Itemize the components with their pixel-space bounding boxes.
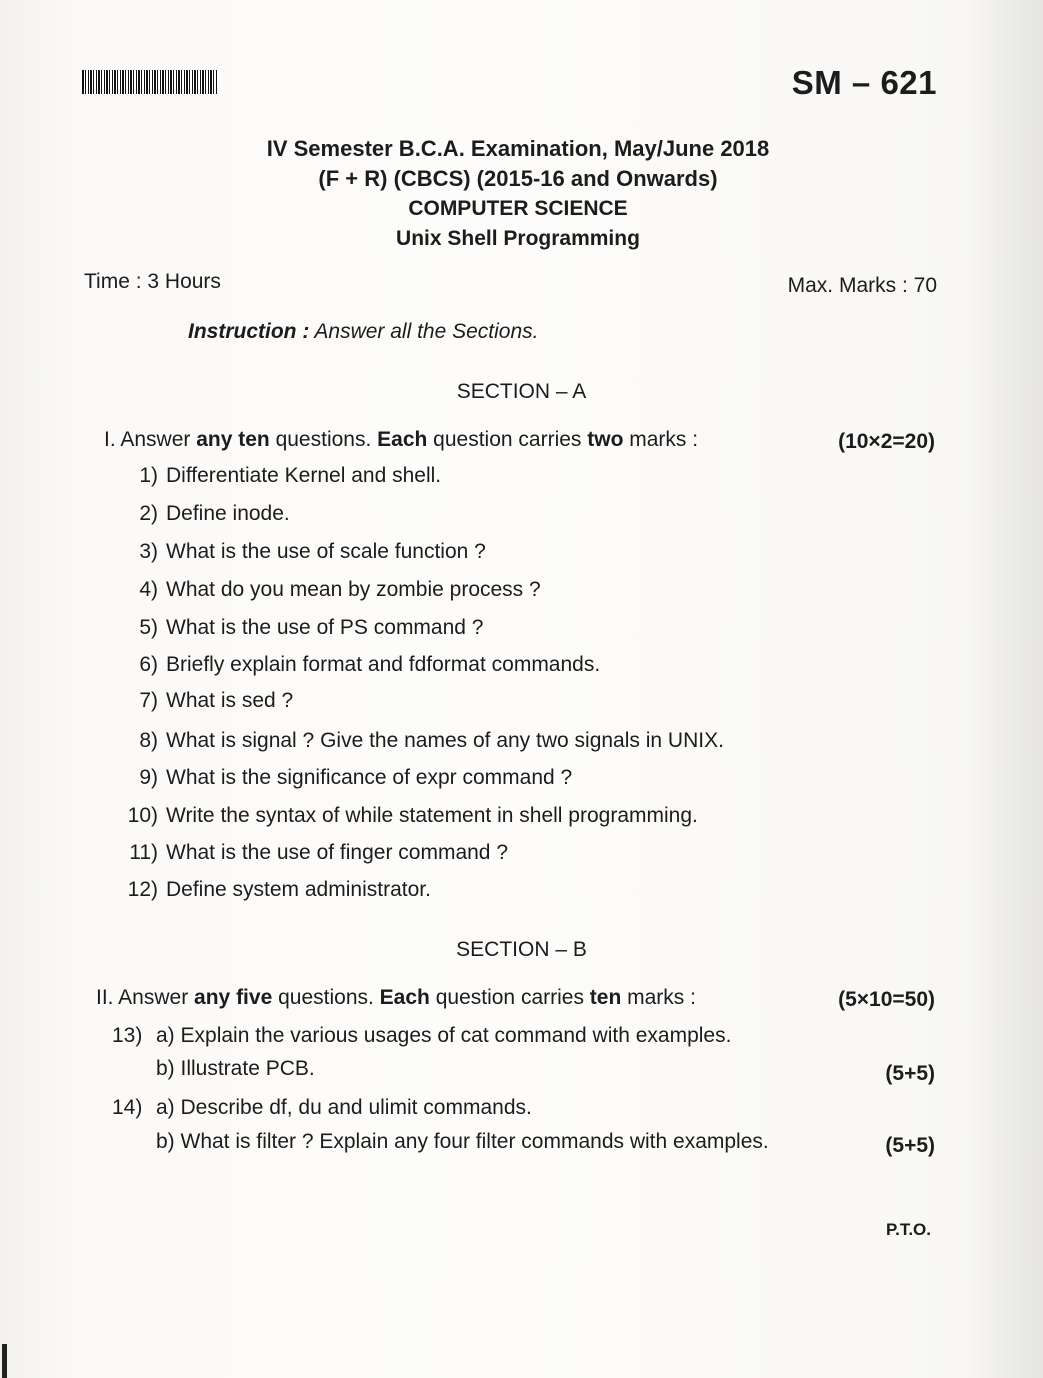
paper-code: SM – 621 xyxy=(791,64,937,101)
question-number: 1) xyxy=(139,464,158,487)
question-number: 3) xyxy=(139,540,158,563)
exam-subject: COMPUTER SCIENCE xyxy=(408,197,628,220)
section-b-score: (5×10=50) xyxy=(838,988,935,1011)
question-text: Define inode. xyxy=(166,502,290,525)
question-14-number: 14) xyxy=(112,1096,143,1119)
question-number: 8) xyxy=(139,729,158,752)
paper-shadow-edge xyxy=(973,0,1043,1378)
question-number: 10) xyxy=(127,804,158,827)
question-text: What is the use of PS command ? xyxy=(166,616,484,639)
exam-scheme: (F + R) (CBCS) (2015-16 and Onwards) xyxy=(318,166,718,191)
question-item xyxy=(110,540,486,564)
question-14a: a) Describe df, du and ulimit commands. xyxy=(156,1096,532,1119)
section-b-instruction xyxy=(96,986,696,1010)
intro-emphasis: Each xyxy=(377,428,428,451)
instruction-label: Instruction : xyxy=(188,320,310,343)
intro-emphasis: ten xyxy=(589,986,622,1009)
time-allowed: Time : 3 Hours xyxy=(84,270,221,293)
question-number: 4) xyxy=(139,578,158,601)
question-number: 5) xyxy=(139,616,158,639)
question-13a: a) Explain the various usages of cat command with examples. xyxy=(156,1024,732,1047)
exam-paper-name: Unix Shell Programming xyxy=(396,227,640,250)
question-text: Briefly explain format and fdformat commands. xyxy=(166,653,601,676)
question-text: What is signal ? Give the names of any two signals in UNIX. xyxy=(166,729,724,752)
intro-emphasis: Each xyxy=(379,986,430,1009)
exam-title: IV Semester B.C.A. Examination, May/June 2018 xyxy=(266,136,770,161)
please-turn-over: P.T.O. xyxy=(885,1220,931,1239)
question-item xyxy=(110,578,541,602)
intro-text: I. Answer xyxy=(104,428,197,451)
intro-text: questions. xyxy=(269,428,378,451)
question-item xyxy=(110,689,293,713)
question-number: 12) xyxy=(127,878,158,901)
instruction-text: Answer all the Sections. xyxy=(314,320,539,343)
section-b-title: SECTION – B xyxy=(456,938,587,961)
question-item xyxy=(110,766,572,790)
question-number: 7) xyxy=(139,689,158,712)
question-number: 6) xyxy=(139,653,158,676)
question-number: 9) xyxy=(139,766,158,789)
question-text: Differentiate Kernel and shell. xyxy=(166,464,442,487)
question-text: What is the use of scale function ? xyxy=(166,540,486,563)
intro-text: II. Answer xyxy=(96,986,195,1009)
question-item xyxy=(110,804,698,828)
section-a-title: SECTION – A xyxy=(456,380,587,403)
question-number: 2) xyxy=(139,502,158,525)
question-text: What is sed ? xyxy=(166,689,294,712)
intro-text: question carries xyxy=(429,986,590,1009)
intro-text: marks : xyxy=(621,986,696,1009)
instruction xyxy=(188,320,539,344)
question-13b: b) Illustrate PCB. xyxy=(156,1057,315,1080)
question-13-number: 13) xyxy=(112,1024,143,1047)
max-marks: Max. Marks : 70 xyxy=(787,274,937,297)
question-text: Define system administrator. xyxy=(166,878,431,901)
question-item xyxy=(110,502,290,526)
question-item xyxy=(110,729,724,753)
intro-text: question carries xyxy=(427,428,588,451)
question-number: 11) xyxy=(129,841,158,864)
section-a-score: (10×2=20) xyxy=(838,430,935,453)
intro-text: marks : xyxy=(623,428,699,451)
question-item xyxy=(110,616,483,640)
question-item xyxy=(110,878,431,902)
question-item xyxy=(110,841,508,865)
question-item xyxy=(110,464,441,488)
intro-emphasis: any ten xyxy=(196,428,270,451)
exam-header xyxy=(200,134,836,254)
question-item xyxy=(110,653,600,677)
question-text: What is the significance of expr command ? xyxy=(166,766,573,789)
question-13-score: (5+5) xyxy=(885,1062,935,1085)
scan-edge-mark xyxy=(2,1344,7,1378)
intro-emphasis: two xyxy=(587,428,624,451)
question-14-score: (5+5) xyxy=(885,1134,935,1157)
section-a-instruction xyxy=(104,428,698,452)
question-text: Write the syntax of while statement in shell programming. xyxy=(166,804,698,827)
intro-text: questions. xyxy=(272,986,380,1009)
intro-emphasis: any five xyxy=(194,986,273,1009)
question-text: What do you mean by zombie process ? xyxy=(166,578,541,601)
question-14b: b) What is filter ? Explain any four filter commands with examples. xyxy=(156,1130,769,1153)
barcode xyxy=(82,70,218,94)
question-text: What is the use of finger command ? xyxy=(166,841,508,864)
